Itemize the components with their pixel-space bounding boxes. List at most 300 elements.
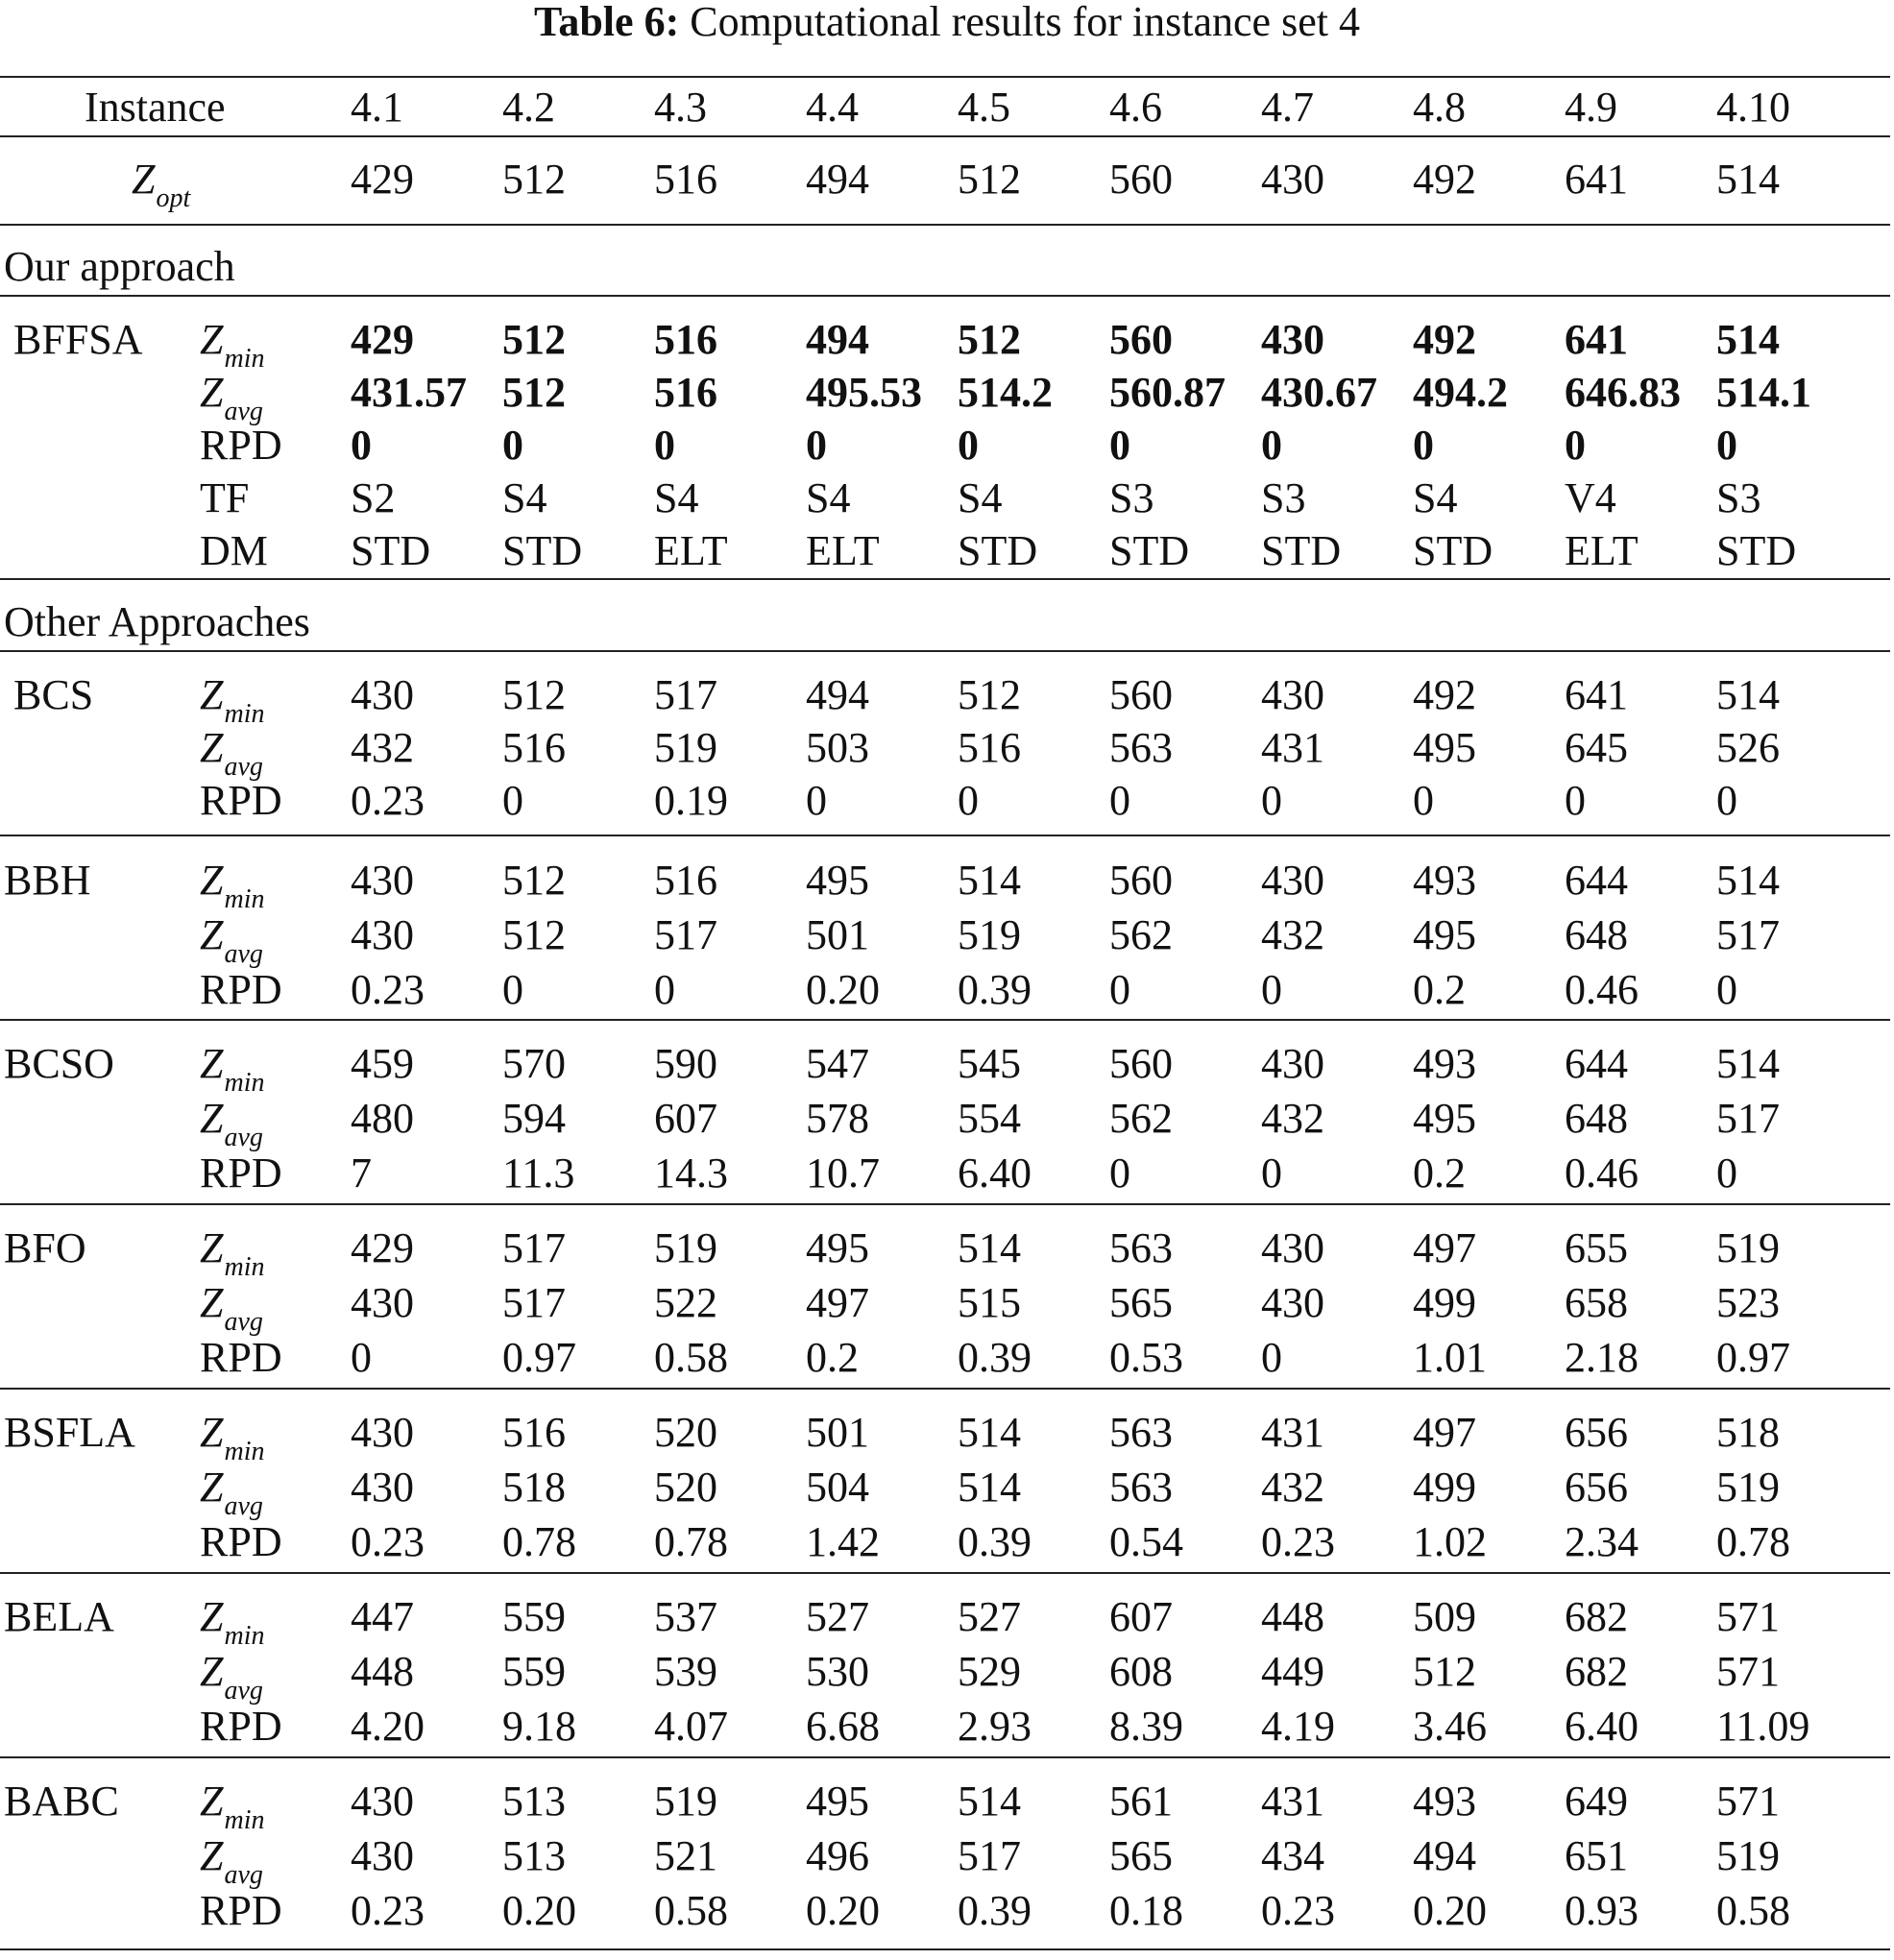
zmin-value: 430 bbox=[351, 671, 414, 718]
instance-id: 4.5 bbox=[958, 84, 1010, 131]
z-symbol: Z bbox=[200, 857, 224, 904]
zavg-value: 480 bbox=[351, 1095, 414, 1142]
zavg-value: 431 bbox=[1261, 724, 1324, 771]
z-symbol: Z bbox=[200, 1593, 224, 1640]
rpd-value: 0 bbox=[1413, 422, 1434, 469]
table-row bbox=[0, 524, 1890, 578]
zavg-value: 517 bbox=[1716, 1095, 1780, 1142]
zmin-value: 545 bbox=[958, 1040, 1021, 1087]
z-symbol: Z bbox=[200, 1778, 224, 1825]
zavg-label bbox=[200, 908, 263, 969]
zavg-value: 562 bbox=[1109, 1095, 1173, 1142]
table-row bbox=[0, 721, 1890, 782]
rpd-value: 4.20 bbox=[351, 1703, 425, 1750]
rpd-value: 6.40 bbox=[958, 1149, 1032, 1197]
zavg-value: 516 bbox=[502, 724, 566, 771]
zmin-value: 514 bbox=[1716, 316, 1780, 363]
rpd-value: 0.78 bbox=[654, 1518, 728, 1565]
z-subscript: avg bbox=[224, 1860, 263, 1890]
rpd-value: 0 bbox=[1109, 422, 1130, 469]
table-rule bbox=[0, 224, 1890, 226]
rpd-value: 0.46 bbox=[1565, 966, 1639, 1013]
zavg-value: 516 bbox=[654, 369, 717, 416]
zavg-value: 496 bbox=[806, 1832, 869, 1879]
rpd-value: 0 bbox=[1565, 777, 1586, 824]
zavg-value: 512 bbox=[1413, 1648, 1476, 1695]
zavg-value: 430 bbox=[351, 911, 414, 958]
zavg-value: 562 bbox=[1109, 911, 1173, 958]
rpd-label: RPD bbox=[200, 1887, 282, 1934]
zmin-value: 516 bbox=[654, 857, 717, 904]
zmin-label bbox=[200, 1222, 265, 1282]
rpd-value: 2.93 bbox=[958, 1703, 1032, 1750]
zmin-label bbox=[200, 1406, 265, 1466]
table-row bbox=[0, 854, 1890, 914]
zmin-value: 494 bbox=[806, 671, 869, 718]
rpd-value: 0.2 bbox=[806, 1334, 859, 1381]
zavg-value: 495.53 bbox=[806, 369, 922, 416]
zavg-value: 571 bbox=[1716, 1648, 1780, 1695]
zavg-value: 517 bbox=[958, 1832, 1021, 1879]
rpd-value: 0.46 bbox=[1565, 1149, 1639, 1197]
zavg-value: 430.67 bbox=[1261, 369, 1377, 416]
z-subscript: avg bbox=[224, 1491, 263, 1521]
rpd-value: 11.09 bbox=[1716, 1703, 1810, 1750]
table-row bbox=[0, 1775, 1890, 1835]
zmin-value: 518 bbox=[1716, 1409, 1780, 1456]
table-row bbox=[0, 313, 1890, 374]
table-rule bbox=[0, 135, 1890, 137]
zmin-value: 492 bbox=[1413, 671, 1476, 718]
dm-value: STD bbox=[1109, 527, 1190, 574]
rpd-value: 0.53 bbox=[1109, 1334, 1183, 1381]
table-row bbox=[0, 774, 1890, 828]
zavg-label bbox=[200, 1276, 263, 1337]
instance-id: 4.7 bbox=[1261, 84, 1314, 131]
table-rule bbox=[0, 650, 1890, 652]
zmin-value: 495 bbox=[806, 857, 869, 904]
zmin-value: 430 bbox=[1261, 316, 1324, 363]
rpd-label: RPD bbox=[200, 1703, 282, 1750]
zmin-value: 607 bbox=[1109, 1593, 1173, 1640]
zmin-value: 492 bbox=[1413, 316, 1476, 363]
rpd-value: 0.39 bbox=[958, 1518, 1032, 1565]
zmin-value: 497 bbox=[1413, 1224, 1476, 1271]
z-symbol: Z bbox=[200, 1648, 224, 1695]
zavg-value: 565 bbox=[1109, 1279, 1173, 1326]
zopt-value: 512 bbox=[958, 156, 1021, 203]
instance-id: 4.8 bbox=[1413, 84, 1466, 131]
zmin-value: 517 bbox=[502, 1224, 566, 1271]
z-symbol: Z bbox=[132, 156, 156, 203]
dm-value: STD bbox=[1716, 527, 1797, 574]
z-subscript: avg bbox=[224, 752, 263, 782]
zavg-value: 432 bbox=[351, 724, 414, 771]
rpd-label: RPD bbox=[200, 1149, 282, 1197]
dm-value: STD bbox=[502, 527, 583, 574]
rpd-value: 0 bbox=[502, 422, 523, 469]
table-rule bbox=[0, 1203, 1890, 1205]
table-row bbox=[0, 81, 1890, 134]
zavg-value: 518 bbox=[502, 1464, 566, 1511]
zmin-value: 516 bbox=[654, 316, 717, 363]
z-subscript: min bbox=[224, 1068, 265, 1098]
tf-value: S3 bbox=[1109, 474, 1154, 521]
zavg-value: 503 bbox=[806, 724, 869, 771]
rpd-value: 7 bbox=[351, 1149, 372, 1197]
zmin-value: 431 bbox=[1261, 1778, 1324, 1825]
rpd-value: 0.19 bbox=[654, 777, 728, 824]
rpd-value: 0 bbox=[654, 422, 675, 469]
zavg-value: 529 bbox=[958, 1648, 1021, 1695]
z-subscript: avg bbox=[224, 939, 263, 969]
zmin-value: 516 bbox=[502, 1409, 566, 1456]
zavg-label bbox=[200, 1645, 263, 1706]
zavg-value: 514.2 bbox=[958, 369, 1053, 416]
rpd-value: 0 bbox=[1109, 777, 1130, 824]
rpd-value: 0.20 bbox=[1413, 1887, 1487, 1934]
zmin-value: 459 bbox=[351, 1040, 414, 1087]
rpd-value: 0 bbox=[958, 422, 979, 469]
z-subscript: min bbox=[224, 699, 265, 729]
zavg-value: 430 bbox=[351, 1832, 414, 1879]
zmin-value: 430 bbox=[351, 1409, 414, 1456]
table-rule bbox=[0, 295, 1890, 297]
z-symbol: Z bbox=[200, 1279, 224, 1326]
z-subscript: opt bbox=[156, 183, 191, 213]
zmin-value: 497 bbox=[1413, 1409, 1476, 1456]
tf-value: S4 bbox=[1413, 474, 1458, 521]
table-row bbox=[0, 668, 1890, 729]
rpd-value: 0.23 bbox=[351, 777, 425, 824]
zavg-value: 430 bbox=[1261, 1279, 1324, 1326]
zopt-value: 429 bbox=[351, 156, 414, 203]
zmin-label bbox=[200, 854, 265, 914]
zmin-value: 560 bbox=[1109, 1040, 1173, 1087]
zmin-value: 430 bbox=[351, 1778, 414, 1825]
rpd-value: 0 bbox=[1261, 422, 1282, 469]
rpd-value: 0 bbox=[1109, 966, 1130, 1013]
zavg-value: 559 bbox=[502, 1648, 566, 1695]
table-row bbox=[0, 1515, 1890, 1569]
rpd-value: 0 bbox=[1716, 777, 1737, 824]
rpd-value: 0.97 bbox=[1716, 1334, 1790, 1381]
zmin-label bbox=[200, 668, 265, 729]
rpd-value: 3.46 bbox=[1413, 1703, 1487, 1750]
rpd-value: 0 bbox=[1261, 1334, 1282, 1381]
approach-name: BABC bbox=[4, 1778, 119, 1825]
zmin-value: 430 bbox=[351, 857, 414, 904]
zavg-value: 430 bbox=[351, 1279, 414, 1326]
zmin-value: 495 bbox=[806, 1778, 869, 1825]
zmin-value: 537 bbox=[654, 1593, 717, 1640]
table-row bbox=[0, 963, 1890, 1017]
zavg-value: 494.2 bbox=[1413, 369, 1508, 416]
zavg-value: 520 bbox=[654, 1464, 717, 1511]
zmin-value: 514 bbox=[958, 1778, 1021, 1825]
rpd-value: 0 bbox=[502, 966, 523, 1013]
rpd-value: 0.58 bbox=[1716, 1887, 1790, 1934]
table-rule bbox=[0, 1019, 1890, 1021]
rpd-value: 0.39 bbox=[958, 1334, 1032, 1381]
rpd-value: 0 bbox=[1716, 422, 1737, 469]
zmin-value: 560 bbox=[1109, 857, 1173, 904]
rpd-value: 10.7 bbox=[806, 1149, 880, 1197]
rpd-value: 0 bbox=[1109, 1149, 1130, 1197]
zavg-value: 517 bbox=[1716, 911, 1780, 958]
dm-value: ELT bbox=[1565, 527, 1639, 574]
zavg-value: 594 bbox=[502, 1095, 566, 1142]
rpd-value: 0.20 bbox=[806, 966, 880, 1013]
zavg-value: 519 bbox=[1716, 1464, 1780, 1511]
z-subscript: min bbox=[224, 1621, 265, 1651]
table-row bbox=[0, 1645, 1890, 1706]
zavg-value: 513 bbox=[502, 1832, 566, 1879]
zavg-value: 432 bbox=[1261, 911, 1324, 958]
rpd-value: 1.42 bbox=[806, 1518, 880, 1565]
zmin-value: 571 bbox=[1716, 1593, 1780, 1640]
table-row bbox=[0, 1829, 1890, 1890]
rpd-value: 0.23 bbox=[1261, 1518, 1335, 1565]
z-symbol: Z bbox=[200, 1409, 224, 1456]
zavg-value: 523 bbox=[1716, 1279, 1780, 1326]
zmin-value: 512 bbox=[958, 671, 1021, 718]
z-symbol: Z bbox=[200, 1224, 224, 1271]
zmin-value: 590 bbox=[654, 1040, 717, 1087]
table-rule bbox=[0, 1948, 1890, 1950]
zavg-value: 539 bbox=[654, 1648, 717, 1695]
zopt-value: 514 bbox=[1716, 156, 1780, 203]
rpd-value: 4.07 bbox=[654, 1703, 728, 1750]
z-symbol: Z bbox=[200, 1095, 224, 1142]
zavg-value: 578 bbox=[806, 1095, 869, 1142]
tf-value: S4 bbox=[958, 474, 1003, 521]
zavg-value: 608 bbox=[1109, 1648, 1173, 1695]
zavg-value: 516 bbox=[958, 724, 1021, 771]
z-subscript: min bbox=[224, 1437, 265, 1466]
z-subscript: min bbox=[224, 1252, 265, 1282]
zopt-value: 560 bbox=[1109, 156, 1173, 203]
zmin-value: 514 bbox=[958, 1409, 1021, 1456]
caption-label: Table 6: bbox=[534, 0, 680, 45]
instance-id: 4.9 bbox=[1565, 84, 1617, 131]
zmin-value: 431 bbox=[1261, 1409, 1324, 1456]
zmin-value: 493 bbox=[1413, 1040, 1476, 1087]
rpd-value: 0.20 bbox=[502, 1887, 576, 1934]
zavg-value: 522 bbox=[654, 1279, 717, 1326]
z-symbol: Z bbox=[200, 1832, 224, 1879]
dm-value: ELT bbox=[654, 527, 728, 574]
dm-label: DM bbox=[200, 527, 268, 574]
zopt-value: 641 bbox=[1565, 156, 1628, 203]
zavg-value: 646.83 bbox=[1565, 369, 1681, 416]
rpd-value: 0.39 bbox=[958, 966, 1032, 1013]
zmin-value: 429 bbox=[351, 1224, 414, 1271]
zavg-label bbox=[200, 1829, 263, 1890]
rpd-value: 9.18 bbox=[502, 1703, 576, 1750]
instance-id: 4.3 bbox=[654, 84, 707, 131]
rpd-value: 0.58 bbox=[654, 1887, 728, 1934]
zmin-value: 501 bbox=[806, 1409, 869, 1456]
zmin-value: 641 bbox=[1565, 316, 1628, 363]
rpd-label: RPD bbox=[200, 422, 282, 469]
zavg-value: 519 bbox=[654, 724, 717, 771]
table-row bbox=[0, 1222, 1890, 1282]
z-subscript: min bbox=[224, 344, 265, 374]
zmin-value: 570 bbox=[502, 1040, 566, 1087]
rpd-value: 0.39 bbox=[958, 1887, 1032, 1934]
rpd-value: 0 bbox=[654, 966, 675, 1013]
approach-name: BCS bbox=[13, 671, 94, 718]
zavg-value: 512 bbox=[502, 369, 566, 416]
z-subscript: avg bbox=[224, 1307, 263, 1337]
zmin-value: 559 bbox=[502, 1593, 566, 1640]
zavg-value: 565 bbox=[1109, 1832, 1173, 1879]
zmin-value: 517 bbox=[654, 671, 717, 718]
zavg-value: 494 bbox=[1413, 1832, 1476, 1879]
rpd-value: 2.34 bbox=[1565, 1518, 1639, 1565]
z-subscript: avg bbox=[224, 1123, 263, 1152]
zavg-value: 495 bbox=[1413, 911, 1476, 958]
tf-value: V4 bbox=[1565, 474, 1616, 521]
table-rule bbox=[0, 1388, 1890, 1390]
table-row bbox=[0, 1590, 1890, 1651]
dm-value: STD bbox=[1413, 527, 1493, 574]
zmin-value: 519 bbox=[654, 1224, 717, 1271]
rpd-value: 0.23 bbox=[351, 1887, 425, 1934]
zavg-value: 563 bbox=[1109, 1464, 1173, 1511]
rpd-label: RPD bbox=[200, 1518, 282, 1565]
table-rule bbox=[0, 835, 1890, 836]
rpd-value: 0 bbox=[1261, 777, 1282, 824]
instance-id: 4.6 bbox=[1109, 84, 1162, 131]
zavg-value: 495 bbox=[1413, 1095, 1476, 1142]
approach-name: BELA bbox=[4, 1593, 114, 1640]
zavg-value: 432 bbox=[1261, 1464, 1324, 1511]
table-row bbox=[0, 1406, 1890, 1466]
rpd-value: 0.54 bbox=[1109, 1518, 1183, 1565]
tf-value: S3 bbox=[1716, 474, 1761, 521]
approach-name: BSFLA bbox=[4, 1409, 135, 1456]
rpd-value: 14.3 bbox=[654, 1149, 728, 1197]
zavg-value: 514.1 bbox=[1716, 369, 1811, 416]
zmin-value: 682 bbox=[1565, 1593, 1628, 1640]
rpd-value: 0 bbox=[351, 1334, 372, 1381]
zmin-value: 649 bbox=[1565, 1778, 1628, 1825]
table-rule bbox=[0, 578, 1890, 580]
rpd-value: 0 bbox=[806, 422, 827, 469]
dm-value: STD bbox=[1261, 527, 1342, 574]
table-row bbox=[0, 1147, 1890, 1200]
z-symbol: Z bbox=[200, 911, 224, 958]
instance-id: 4.1 bbox=[351, 84, 403, 131]
zmin-value: 495 bbox=[806, 1224, 869, 1271]
zavg-value: 526 bbox=[1716, 724, 1780, 771]
rpd-value: 0 bbox=[958, 777, 979, 824]
zavg-value: 648 bbox=[1565, 1095, 1628, 1142]
zavg-value: 563 bbox=[1109, 724, 1173, 771]
z-subscript: avg bbox=[224, 397, 263, 426]
tf-value: S3 bbox=[1261, 474, 1306, 521]
zmin-label bbox=[200, 1590, 265, 1651]
section-title-our: Our approach bbox=[4, 243, 235, 290]
zavg-value: 432 bbox=[1261, 1095, 1324, 1142]
approach-name: BFFSA bbox=[13, 316, 143, 363]
z-subscript: min bbox=[224, 884, 265, 914]
zmin-value: 560 bbox=[1109, 671, 1173, 718]
rpd-value: 0 bbox=[1413, 777, 1434, 824]
zmin-label bbox=[200, 313, 265, 374]
rpd-value: 0.97 bbox=[502, 1334, 576, 1381]
zavg-value: 658 bbox=[1565, 1279, 1628, 1326]
zmin-value: 494 bbox=[806, 316, 869, 363]
zavg-value: 530 bbox=[806, 1648, 869, 1695]
zmin-value: 655 bbox=[1565, 1224, 1628, 1271]
rpd-value: 0.2 bbox=[1413, 1149, 1466, 1197]
zmin-value: 430 bbox=[1261, 1224, 1324, 1271]
zavg-value: 651 bbox=[1565, 1832, 1628, 1879]
rpd-value: 0 bbox=[1261, 966, 1282, 1013]
zavg-value: 434 bbox=[1261, 1832, 1324, 1879]
zavg-value: 517 bbox=[502, 1279, 566, 1326]
zmin-value: 509 bbox=[1413, 1593, 1476, 1640]
zavg-value: 648 bbox=[1565, 911, 1628, 958]
dm-value: ELT bbox=[806, 527, 880, 574]
zmin-value: 512 bbox=[958, 316, 1021, 363]
instance-id: 4.10 bbox=[1716, 84, 1790, 131]
zavg-value: 431.57 bbox=[351, 369, 467, 416]
zopt-value: 512 bbox=[502, 156, 566, 203]
z-symbol: Z bbox=[200, 1040, 224, 1087]
rpd-value: 0.23 bbox=[1261, 1887, 1335, 1934]
zavg-value: 501 bbox=[806, 911, 869, 958]
zmin-value: 520 bbox=[654, 1409, 717, 1456]
zavg-value: 499 bbox=[1413, 1279, 1476, 1326]
zopt-value: 494 bbox=[806, 156, 869, 203]
zmin-value: 644 bbox=[1565, 857, 1628, 904]
rpd-value: 11.3 bbox=[502, 1149, 575, 1197]
zavg-value: 607 bbox=[654, 1095, 717, 1142]
rpd-value: 4.19 bbox=[1261, 1703, 1335, 1750]
rpd-value: 0 bbox=[1716, 966, 1737, 1013]
rpd-value: 0 bbox=[1716, 1149, 1737, 1197]
zavg-value: 521 bbox=[654, 1832, 717, 1879]
table-row bbox=[0, 1461, 1890, 1521]
table-row bbox=[0, 1276, 1890, 1337]
tf-value: S2 bbox=[351, 474, 396, 521]
zopt-value: 492 bbox=[1413, 156, 1476, 203]
zmin-label bbox=[200, 1037, 265, 1098]
zavg-value: 449 bbox=[1261, 1648, 1324, 1695]
rpd-value: 6.68 bbox=[806, 1703, 880, 1750]
rpd-value: 0.18 bbox=[1109, 1887, 1183, 1934]
table-rule bbox=[0, 76, 1890, 78]
zmin-value: 513 bbox=[502, 1778, 566, 1825]
zmin-value: 430 bbox=[1261, 671, 1324, 718]
approach-name: BCSO bbox=[4, 1040, 114, 1087]
table-row bbox=[0, 908, 1890, 969]
rpd-value: 0.23 bbox=[351, 1518, 425, 1565]
zmin-value: 430 bbox=[1261, 857, 1324, 904]
rpd-value: 0 bbox=[502, 777, 523, 824]
zmin-value: 514 bbox=[958, 1224, 1021, 1271]
dm-value: STD bbox=[351, 527, 431, 574]
zmin-value: 571 bbox=[1716, 1778, 1780, 1825]
zmin-value: 527 bbox=[806, 1593, 869, 1640]
rpd-value: 0.78 bbox=[1716, 1518, 1790, 1565]
rpd-value: 0 bbox=[351, 422, 372, 469]
z-symbol: Z bbox=[200, 671, 224, 718]
